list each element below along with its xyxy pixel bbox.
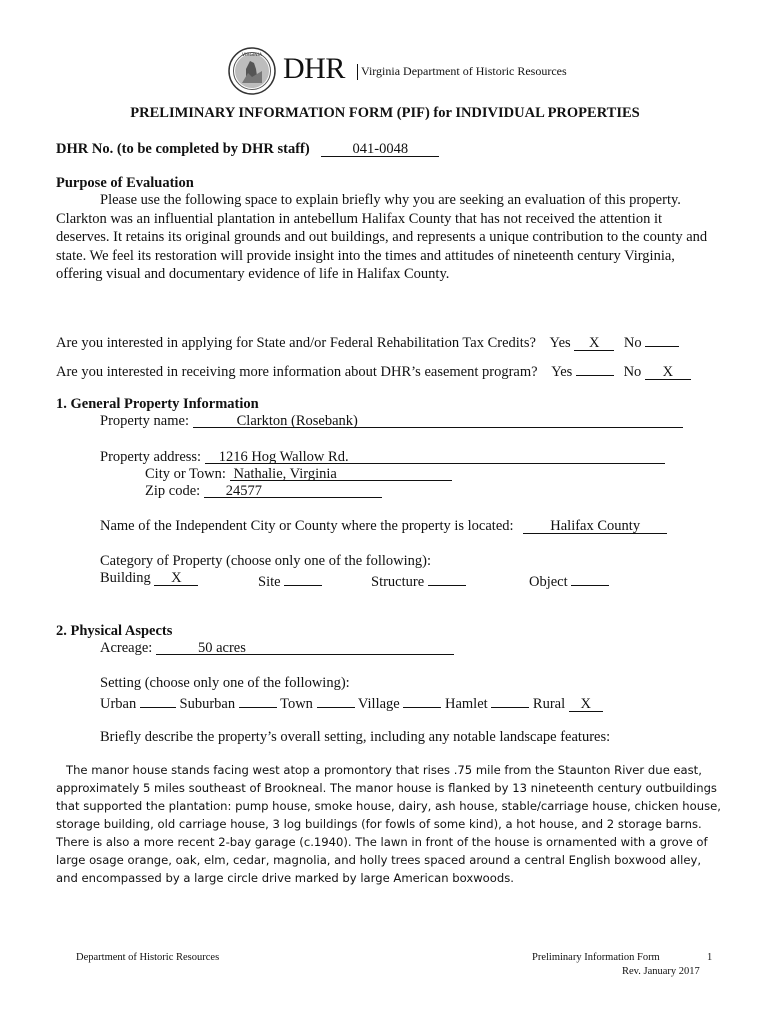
- category-building-label: Building: [100, 570, 151, 586]
- setting-village-field[interactable]: [403, 692, 441, 708]
- tax-credit-question-text: Are you interested in applying for State and/or Federal Rehabilitation Tax Credits?: [56, 335, 536, 351]
- dhr-number-field[interactable]: 041-0048: [321, 141, 439, 157]
- setting-suburban-field[interactable]: [239, 692, 277, 708]
- acreage-label: Acreage:: [100, 640, 153, 656]
- setting-urban: [100, 696, 176, 712]
- property-name-label: Property name:: [100, 413, 189, 429]
- setting-town-label: Town: [280, 696, 313, 712]
- setting-hamlet-field[interactable]: [491, 692, 529, 708]
- zip-row: [145, 483, 382, 500]
- category-object-label: Object: [529, 574, 568, 590]
- tax-credit-no-field[interactable]: [645, 331, 679, 347]
- setting-village-label: Village: [357, 696, 400, 712]
- easement-no-label: No: [623, 364, 642, 380]
- setting-town-field[interactable]: [317, 692, 355, 708]
- category-site-field[interactable]: [284, 570, 322, 586]
- category-structure: [371, 570, 466, 591]
- footer-department: Department of Historic Resources: [76, 952, 220, 963]
- setting-town: [280, 696, 354, 712]
- tax-credit-yes-field[interactable]: X: [574, 335, 614, 351]
- setting-rural-field[interactable]: X: [569, 696, 603, 712]
- dhr-number-label: DHR No. (to be completed by DHR staff): [56, 141, 310, 157]
- general-heading: 1. General Property Information: [56, 396, 259, 412]
- county-question: Name of the Independent City or County where the property is located:: [100, 518, 514, 534]
- dhr-number-row: [56, 141, 439, 158]
- category-structure-label: Structure: [371, 574, 425, 590]
- property-address-field[interactable]: 1216 Hog Wallow Rd.: [205, 449, 665, 464]
- setting-urban-field[interactable]: [140, 692, 176, 708]
- tax-credit-no-label: No: [623, 335, 642, 351]
- setting-rural: [533, 696, 603, 712]
- property-address-label: Property address:: [100, 449, 202, 465]
- category-question: Category of Property (choose only one of the following):: [100, 553, 432, 569]
- dhr-logo-text: DHR: [283, 52, 345, 85]
- dhr-logo-subtitle: Virginia Department of Historic Resources: [361, 64, 567, 78]
- purpose-heading: Purpose of Evaluation: [56, 175, 194, 191]
- county-row: [100, 518, 667, 535]
- easement-yes-field[interactable]: [576, 360, 614, 376]
- virginia-seal-logo: [228, 47, 276, 95]
- category-structure-field[interactable]: [428, 570, 466, 586]
- setting-urban-label: Urban: [100, 696, 137, 712]
- property-name-row: [100, 413, 683, 430]
- acreage-row: [100, 640, 454, 657]
- zip-label: Zip code:: [145, 483, 201, 499]
- category-building-field[interactable]: X: [154, 570, 198, 586]
- county-field[interactable]: Halifax County: [523, 518, 667, 534]
- form-title: PRELIMINARY INFORMATION FORM (PIF) for INDIVIDUAL PROPERTIES: [130, 105, 640, 121]
- logo-divider: [357, 64, 358, 80]
- easement-question: [56, 360, 691, 381]
- property-name-field[interactable]: Clarkton (Rosebank): [193, 413, 683, 428]
- setting-suburban: [180, 696, 277, 712]
- setting-options: [100, 692, 603, 713]
- category-site-label: Site: [258, 574, 281, 590]
- setting-hamlet-label: Hamlet: [444, 696, 488, 712]
- city-label: City or Town:: [145, 466, 226, 482]
- category-building: [100, 570, 198, 587]
- footer-revision: Rev. January 2017: [622, 966, 700, 977]
- acreage-field[interactable]: 50 acres: [156, 640, 454, 655]
- footer-form-name: Preliminary Information Form: [532, 952, 660, 963]
- setting-question: Setting (choose only one of the following):: [100, 675, 350, 691]
- tax-credit-question: [56, 331, 679, 352]
- category-object-field[interactable]: [571, 570, 609, 586]
- setting-rural-label: Rural: [532, 696, 566, 712]
- describe-prompt: Briefly describe the property’s overall setting, including any notable landscape features:: [100, 729, 611, 745]
- easement-question-text: Are you interested in receiving more information about DHR’s easement program?: [56, 364, 538, 380]
- physical-heading: 2. Physical Aspects: [56, 623, 173, 639]
- setting-description[interactable]: The manor house stands facing west atop a promontory that rises .75 mile from the Staunton River due east, approximately 5 miles southeast of Brookneal. The manor house is flanked by 13 nineteenth century outbuildings that supported the plantation: pump house, smoke house, dairy, ash house, stable/carriage house, chicken house, storage building, old carriage house, 3 log buildings (for fowls of some kind), a hot house, and 2 storage barns. There is also a more recent 2-bay garage (c.1940). The lawn in front of the house is ornamented with a grove of large osage orange, oak, elm, cedar, magnolia, and holly trees spaced around a central English boxwood alley, and encompassed by a large circle drive marked by large American boxwoods.: [56, 763, 721, 885]
- tax-credit-yes-label: Yes: [549, 335, 571, 351]
- footer-page-number: 1: [707, 952, 713, 963]
- easement-yes-label: Yes: [551, 364, 573, 380]
- category-site: [258, 570, 322, 591]
- setting-village: [358, 696, 441, 712]
- category-object: [529, 570, 609, 591]
- setting-hamlet: [445, 696, 529, 712]
- city-field[interactable]: Nathalie, Virginia: [230, 466, 452, 481]
- zip-field[interactable]: 24577: [204, 483, 382, 498]
- purpose-text[interactable]: Please use the following space to explain briefly why you are seeking an evaluation of this property. Clarkton was an influential plantation in antebellum Halifax County that has not received the attention it deserves. It retains its original grounds and out buildings, and represents a unique contribution to the county and state. We feel its restoration will provide insight into the times and attitudes of nineteenth century Virginia, offering visual and documentary evidence of life in Halifax County.: [56, 192, 708, 282]
- setting-suburban-label: Suburban: [179, 696, 236, 712]
- seal-text: VIRGINIA: [241, 53, 263, 58]
- property-address-row: [100, 449, 665, 466]
- easement-no-field[interactable]: X: [645, 364, 691, 380]
- city-row: [145, 466, 452, 483]
